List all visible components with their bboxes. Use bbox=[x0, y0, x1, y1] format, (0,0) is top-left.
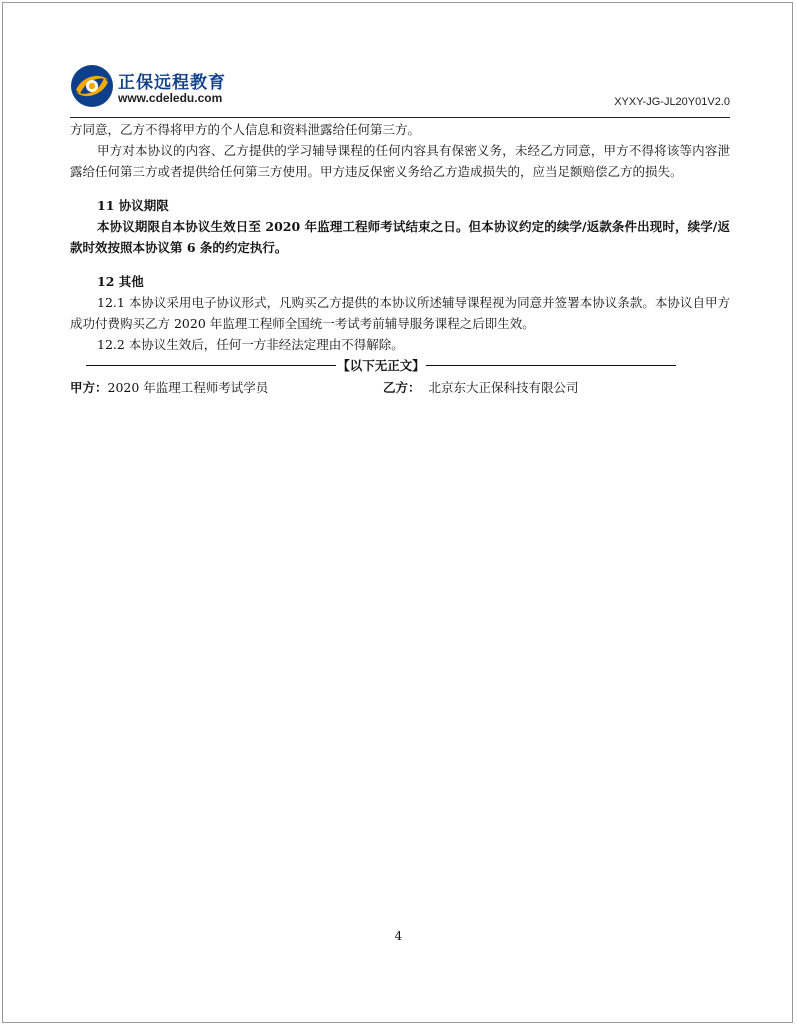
end-of-text-label: 【以下无正文】 bbox=[337, 358, 425, 373]
end-rule-right bbox=[426, 365, 676, 366]
signature-block bbox=[70, 377, 730, 399]
header-divider bbox=[70, 117, 730, 118]
party-a bbox=[70, 377, 268, 398]
section-12-heading: 12 其他 bbox=[97, 274, 144, 289]
paragraph-confidentiality-obligation: 甲方对本协议的内容、乙方提供的学习辅导课程的任何内容具有保密义务，未经乙方同意，甲方不得将该等内容泄露给任何第三方或者提供给任何第三方使用。甲方违反保密义务给乙方造成损失的，应当足额赔偿乙方的损失。 bbox=[70, 143, 730, 179]
document-code: XYXY-JG-JL20Y01V2.0 bbox=[614, 96, 730, 108]
page-number: 4 bbox=[394, 929, 403, 943]
party-b-label: 乙方： bbox=[383, 380, 421, 395]
section-11-heading: 11 协议期限 bbox=[97, 198, 169, 213]
end-of-text-marker bbox=[86, 355, 676, 376]
agreement-body bbox=[70, 119, 730, 399]
party-a-label: 甲方： bbox=[70, 380, 108, 395]
party-b bbox=[383, 377, 578, 398]
clause-12-1: 12.1 本协议采用电子协议形式，凡购买乙方提供的本协议所述辅导课程视为同意并签署本协议条款。本协议自甲方成功付费购买乙方 2020 年监理工程师全国统一考试考前辅导服务课程之后即生效。 bbox=[70, 295, 730, 331]
page-header bbox=[70, 64, 730, 118]
cdeledu-logo-icon bbox=[70, 64, 114, 108]
section-11-text: 本协议期限自本协议生效日至 2020 年监理工程师考试结束之日。但本协议约定的续学/返款条件出现时，续学/返款时效按照本协议第 6 条的约定执行。 bbox=[70, 219, 730, 255]
brand-url: www.cdeledu.com bbox=[118, 91, 223, 105]
clause-12-2: 12.2 本协议生效后，任何一方非经法定理由不得解除。 bbox=[97, 337, 404, 352]
end-rule-left bbox=[86, 365, 336, 366]
party-a-value: 2020 年监理工程师考试学员 bbox=[107, 380, 269, 395]
brand-name: 正保远程教育 bbox=[118, 73, 226, 93]
paragraph-confidentiality-end: 方同意，乙方不得将甲方的个人信息和资料泄露给任何第三方。 bbox=[70, 122, 421, 137]
party-b-value: 北京东大正保科技有限公司 bbox=[428, 380, 579, 395]
